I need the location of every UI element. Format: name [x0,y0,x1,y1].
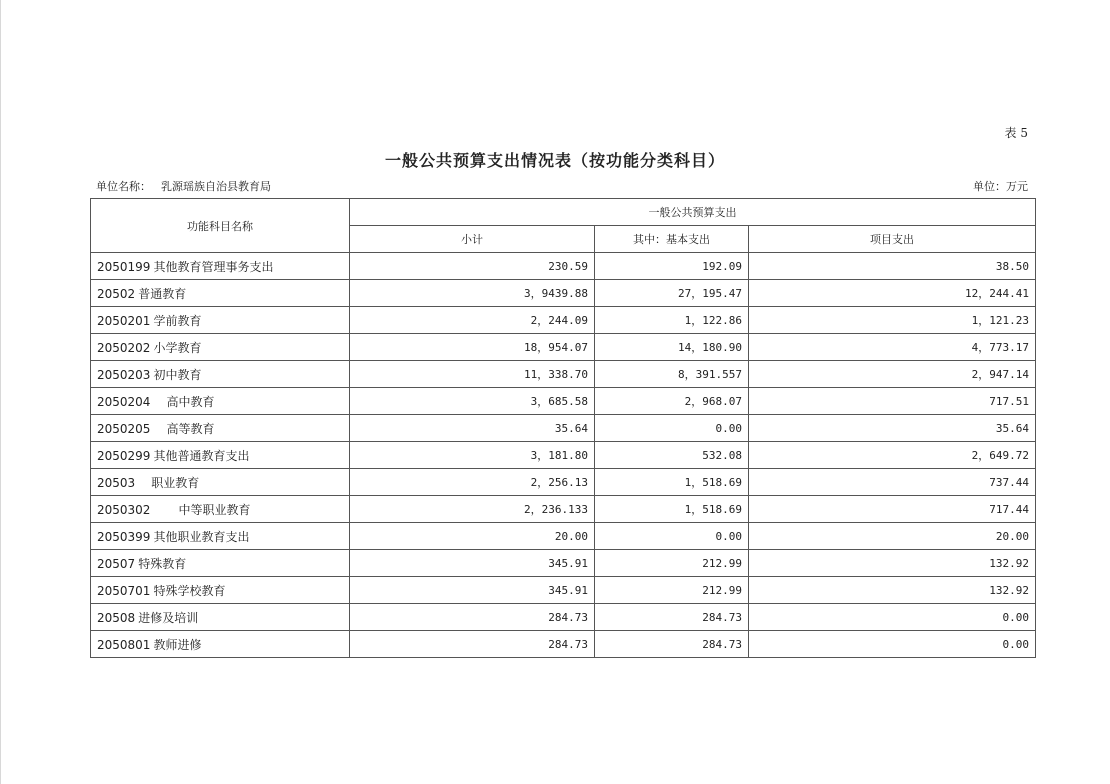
row-name: 2050203 初中教育 [91,361,350,388]
row-name: 2050399 其他职业教育支出 [91,523,350,550]
table-row [91,280,1036,307]
row-name: 20507 特殊教育 [91,550,350,577]
cell-basic: 212.99 [595,577,749,604]
table-row [91,550,1036,577]
table-number: 表 5 [1004,126,1028,140]
col-header-basic: 其中：基本支出 [595,226,749,253]
cell-basic: 284.73 [595,631,749,658]
cell-project: 35.64 [749,415,1036,442]
cell-basic: 0.00 [595,523,749,550]
currency-unit: 单位：万元 [973,180,1028,193]
table-row [91,604,1036,631]
table-row [91,496,1036,523]
cell-project: 4，773.17 [749,334,1036,361]
row-name: 2050201 学前教育 [91,307,350,334]
cell-project: 0.00 [749,604,1036,631]
unit-name: 乳源瑶族自治县教育局 [161,180,271,193]
row-name: 2050199 其他教育管理事务支出 [91,253,350,280]
row-name: 2050202 小学教育 [91,334,350,361]
cell-basic: 0.00 [595,415,749,442]
cell-basic: 1，122.86 [595,307,749,334]
table-row [91,577,1036,604]
page-title: 一般公共预算支出情况表（按功能分类科目） [384,151,725,170]
row-name: 2050299 其他普通教育支出 [91,442,350,469]
table-body [91,253,1036,658]
col-header-group: 一般公共预算支出 [350,199,1036,226]
cell-basic: 2，968.07 [595,388,749,415]
cell-basic: 27，195.47 [595,280,749,307]
cell-basic: 14，180.90 [595,334,749,361]
cell-subtotal: 20.00 [350,523,595,550]
cell-subtotal: 18，954.07 [350,334,595,361]
cell-project: 2，649.72 [749,442,1036,469]
col-header-subtotal: 小计 [350,226,595,253]
cell-project: 0.00 [749,631,1036,658]
cell-subtotal: 35.64 [350,415,595,442]
cell-project: 717.44 [749,496,1036,523]
table-row [91,523,1036,550]
cell-subtotal: 3，9439.88 [350,280,595,307]
cell-subtotal: 3，685.58 [350,388,595,415]
table-row [91,253,1036,280]
table-row [91,334,1036,361]
cell-project: 38.50 [749,253,1036,280]
table-row [91,631,1036,658]
cell-subtotal: 345.91 [350,577,595,604]
cell-basic: 532.08 [595,442,749,469]
cell-subtotal: 3，181.80 [350,442,595,469]
cell-basic: 1，518.69 [595,496,749,523]
cell-subtotal: 284.73 [350,604,595,631]
row-name: 20503 职业教育 [91,469,350,496]
table-row [91,415,1036,442]
unit-label: 单位名称： [96,180,151,193]
row-name: 2050701 特殊学校教育 [91,577,350,604]
cell-project: 132.92 [749,577,1036,604]
row-name: 2050205 高等教育 [91,415,350,442]
table-row [91,469,1036,496]
cell-subtotal: 2，236.133 [350,496,595,523]
cell-subtotal: 2，244.09 [350,307,595,334]
table-row [91,388,1036,415]
row-name: 20502 普通教育 [91,280,350,307]
row-name: 2050204 高中教育 [91,388,350,415]
row-name: 20508 进修及培训 [91,604,350,631]
cell-basic: 212.99 [595,550,749,577]
cell-basic: 284.73 [595,604,749,631]
cell-subtotal: 284.73 [350,631,595,658]
cell-project: 1，121.23 [749,307,1036,334]
cell-basic: 1，518.69 [595,469,749,496]
cell-project: 20.00 [749,523,1036,550]
cell-project: 2，947.14 [749,361,1036,388]
row-name: 2050801 教师进修 [91,631,350,658]
budget-table [90,198,1036,658]
cell-basic: 192.09 [595,253,749,280]
cell-project: 12，244.41 [749,280,1036,307]
cell-project: 717.51 [749,388,1036,415]
table-row [91,442,1036,469]
table-row [91,361,1036,388]
row-name: 2050302 中等职业教育 [91,496,350,523]
cell-subtotal: 345.91 [350,550,595,577]
unit-info [96,178,271,194]
cell-basic: 8，391.557 [595,361,749,388]
cell-project: 737.44 [749,469,1036,496]
page-edge-rule [0,0,1,784]
table-row [91,307,1036,334]
cell-project: 132.92 [749,550,1036,577]
cell-subtotal: 11，338.70 [350,361,595,388]
cell-subtotal: 2，256.13 [350,469,595,496]
col-header-project: 项目支出 [749,226,1036,253]
col-header-name: 功能科目名称 [91,199,350,253]
cell-subtotal: 230.59 [350,253,595,280]
